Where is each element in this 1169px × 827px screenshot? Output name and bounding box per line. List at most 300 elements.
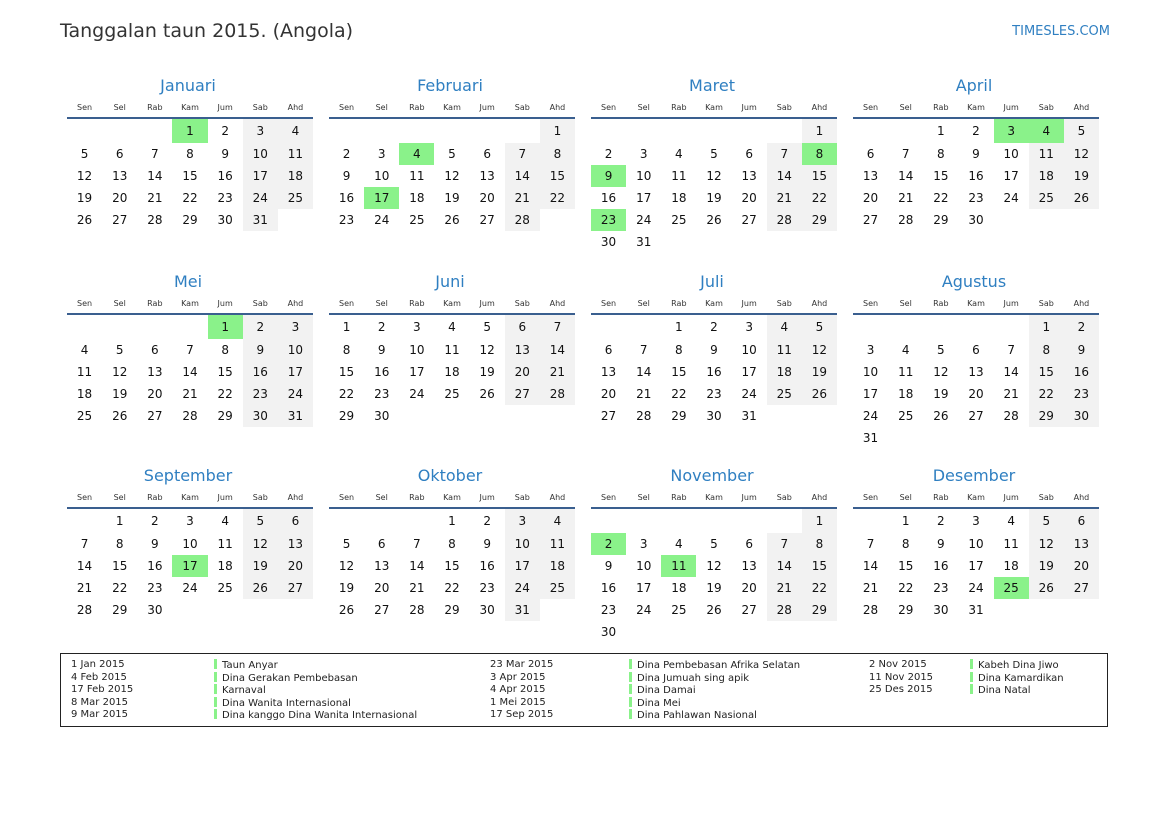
day-cell: 21 xyxy=(76,581,93,595)
day-cell: 16 xyxy=(968,169,984,183)
day-cell: 27 xyxy=(479,213,495,227)
day-cell: 21 xyxy=(147,191,163,205)
day-cell: 5 xyxy=(710,147,718,161)
day-cell: 20 xyxy=(741,191,757,205)
weekday-header: Jum xyxy=(994,487,1029,508)
day-cell: 13 xyxy=(600,365,617,379)
legend-holiday xyxy=(970,659,1064,672)
month-table xyxy=(67,487,313,621)
month-name: Februari xyxy=(417,76,483,95)
day-cell: 27 xyxy=(374,603,390,617)
legend-date: 17 Sep 2015 xyxy=(490,709,554,721)
weekday-header: Sen xyxy=(67,293,102,314)
day-cell: 17 xyxy=(636,581,652,595)
day-cell: 12 xyxy=(76,169,93,183)
weekday-header: Sel xyxy=(888,97,923,118)
day-cell: 24 xyxy=(505,577,540,599)
weekday-header: Sab xyxy=(505,97,540,118)
empty-cell xyxy=(329,508,364,533)
day-cell: 6 xyxy=(1064,508,1099,533)
weekday-header: Ahd xyxy=(1064,97,1099,118)
day-cell: 30 xyxy=(933,603,949,617)
day-cell: 10 xyxy=(636,559,652,573)
legend-holiday xyxy=(629,672,800,685)
empty-cell xyxy=(802,621,837,643)
day-cell: 9 xyxy=(377,343,386,357)
legend-holiday-name: Dina Natal xyxy=(978,685,1031,697)
empty-cell xyxy=(540,405,575,427)
weekday-header: Jum xyxy=(208,293,243,314)
empty-cell xyxy=(540,209,575,231)
weekday-header: Sel xyxy=(364,293,399,314)
day-cell: 4 xyxy=(1007,514,1015,528)
legend-names-col xyxy=(214,659,417,722)
legend-holiday xyxy=(629,709,800,722)
empty-cell xyxy=(399,118,434,143)
empty-cell xyxy=(994,599,1029,621)
day-cell: 19 xyxy=(112,387,128,401)
day-cell: 26 xyxy=(933,409,949,423)
day-cell: 8 xyxy=(342,343,351,357)
day-cell: 16 xyxy=(479,559,495,573)
day-cell: 31 xyxy=(505,599,540,621)
day-cell: 25 xyxy=(767,383,802,405)
day-cell: 19 xyxy=(802,361,837,383)
day-cell: 19 xyxy=(338,581,355,595)
day-cell: 1 xyxy=(208,314,243,339)
day-cell: 25 xyxy=(671,603,687,617)
empty-cell xyxy=(399,508,434,533)
legend-holiday-name: Kabeh Dina Jiwo xyxy=(978,660,1059,671)
day-cell: 18 xyxy=(278,165,313,187)
site-link[interactable]: TIMESLES.COM xyxy=(1012,24,1110,39)
weekday-header: Sel xyxy=(102,487,137,508)
weekday-header: Rab xyxy=(923,97,958,118)
holiday-marker-icon xyxy=(629,709,632,719)
weekday-header: Ahd xyxy=(540,487,575,508)
weekday-header: Rab xyxy=(661,97,696,118)
day-cell: 21 xyxy=(862,581,879,595)
day-cell: 14 xyxy=(898,169,914,183)
empty-cell xyxy=(994,427,1029,449)
empty-cell xyxy=(923,314,958,339)
day-cell: 2 xyxy=(377,320,386,334)
day-cell: 7 xyxy=(540,314,575,339)
day-cell: 22 xyxy=(540,187,575,209)
day-cell: 2 xyxy=(1064,314,1099,339)
weekday-header: Kam xyxy=(172,293,207,314)
holiday-marker-icon xyxy=(214,672,217,682)
day-cell: 14 xyxy=(540,339,575,361)
day-cell: 28 xyxy=(409,603,425,617)
day-cell: 23 xyxy=(479,581,495,595)
day-cell: 20 xyxy=(505,361,540,383)
day-cell: 16 xyxy=(600,581,617,595)
day-cell: 2 xyxy=(591,533,626,555)
empty-cell xyxy=(243,599,278,621)
day-cell: 3 xyxy=(745,320,753,334)
day-cell: 19 xyxy=(479,365,495,379)
day-cell: 12 xyxy=(444,169,460,183)
day-cell: 24 xyxy=(741,387,757,401)
legend-holiday xyxy=(214,697,417,710)
weekday-header: Kam xyxy=(172,97,207,118)
weekday-header: Jum xyxy=(732,293,767,314)
day-cell: 16 xyxy=(933,559,949,573)
day-cell: 4 xyxy=(221,514,229,528)
empty-cell xyxy=(802,231,837,253)
day-cell: 6 xyxy=(377,537,386,551)
day-cell: 11 xyxy=(1003,537,1019,551)
day-cell: 25 xyxy=(540,577,575,599)
day-cell: 7 xyxy=(866,537,875,551)
legend-holiday-name: Dina Mei xyxy=(637,697,681,709)
day-cell: 11 xyxy=(278,143,313,165)
day-cell: 30 xyxy=(479,603,495,617)
day-cell: 2 xyxy=(221,124,229,138)
month-name: Juli xyxy=(700,272,724,291)
day-cell: 17 xyxy=(364,187,399,209)
day-cell: 15 xyxy=(112,559,128,573)
weekday-header: Jum xyxy=(470,97,505,118)
month-table xyxy=(591,487,837,643)
day-cell: 7 xyxy=(1007,343,1015,357)
day-cell: 1 xyxy=(802,118,837,143)
legend-date: 4 Apr 2015 xyxy=(490,684,546,696)
day-cell: 13 xyxy=(374,559,390,573)
day-cell: 14 xyxy=(636,365,652,379)
weekday-header: Kam xyxy=(958,487,993,508)
day-cell: 9 xyxy=(151,537,159,551)
empty-cell xyxy=(767,118,802,143)
weekday-header: Kam xyxy=(958,293,993,314)
day-cell: 4 xyxy=(675,147,683,161)
day-cell: 7 xyxy=(151,147,159,161)
month-12 xyxy=(853,465,1099,657)
day-cell: 7 xyxy=(639,343,648,357)
empty-cell xyxy=(591,508,626,533)
day-cell: 20 xyxy=(374,581,390,595)
day-cell: 10 xyxy=(182,537,198,551)
day-cell: 26 xyxy=(706,603,722,617)
legend-date: 23 Mar 2015 xyxy=(490,659,554,670)
empty-cell xyxy=(470,118,505,143)
day-cell: 28 xyxy=(767,209,802,231)
day-cell: 11 xyxy=(76,365,93,379)
day-cell: 21 xyxy=(409,581,425,595)
day-cell: 4 xyxy=(901,343,910,357)
day-cell: 28 xyxy=(147,213,163,227)
legend-date: 8 Mar 2015 xyxy=(71,696,129,708)
day-cell: 24 xyxy=(374,213,390,227)
empty-cell xyxy=(696,231,731,253)
day-cell: 29 xyxy=(671,409,687,423)
day-cell: 12 xyxy=(338,559,355,573)
empty-cell xyxy=(505,118,540,143)
empty-cell xyxy=(172,314,207,339)
day-cell: 15 xyxy=(338,365,355,379)
legend-holiday xyxy=(629,659,800,672)
weekday-header: Sen xyxy=(67,487,102,508)
day-cell: 5 xyxy=(483,320,491,334)
day-cell: 9 xyxy=(221,147,229,161)
legend-holiday-name: Dina kanggo Dina Wanita Internasional xyxy=(222,710,418,722)
day-cell: 28 xyxy=(862,603,879,617)
day-cell: 14 xyxy=(767,555,802,577)
month-name: Oktober xyxy=(417,466,483,485)
empty-cell xyxy=(591,118,626,143)
month-table xyxy=(853,293,1099,449)
day-cell: 3 xyxy=(186,514,194,528)
day-cell: 6 xyxy=(972,343,980,357)
weekday-header: Jum xyxy=(470,293,505,314)
day-cell: 19 xyxy=(706,191,722,205)
day-cell: 3 xyxy=(377,147,386,161)
day-cell: 17 xyxy=(243,165,278,187)
day-cell: 10 xyxy=(968,537,984,551)
day-cell: 4 xyxy=(399,143,434,165)
legend-holiday xyxy=(629,697,800,710)
day-cell: 26 xyxy=(76,213,93,227)
legend-holiday xyxy=(629,684,800,697)
day-cell: 9 xyxy=(937,537,945,551)
day-cell: 28 xyxy=(767,599,802,621)
day-cell: 13 xyxy=(278,533,313,555)
day-cell: 9 xyxy=(342,169,351,183)
day-cell: 10 xyxy=(862,365,879,379)
day-cell: 6 xyxy=(115,147,124,161)
day-cell: 6 xyxy=(745,147,753,161)
holiday-marker-icon xyxy=(629,672,632,682)
day-cell: 29 xyxy=(444,603,460,617)
day-cell: 26 xyxy=(706,213,722,227)
empty-cell xyxy=(1029,599,1064,621)
empty-cell xyxy=(434,118,469,143)
day-cell: 4 xyxy=(278,118,313,143)
day-cell: 7 xyxy=(80,537,89,551)
day-cell: 25 xyxy=(671,213,687,227)
weekday-header: Sen xyxy=(591,487,626,508)
empty-cell xyxy=(626,508,661,533)
day-cell: 12 xyxy=(933,365,949,379)
day-cell: 8 xyxy=(901,537,910,551)
day-cell: 24 xyxy=(636,603,652,617)
month-name: Agustus xyxy=(941,272,1007,291)
day-cell: 5 xyxy=(1029,508,1064,533)
day-cell: 4 xyxy=(675,537,683,551)
day-cell: 18 xyxy=(671,191,687,205)
empty-cell xyxy=(399,405,434,427)
weekday-header: Ahd xyxy=(278,487,313,508)
empty-cell xyxy=(696,118,731,143)
day-cell: 23 xyxy=(1064,383,1099,405)
day-cell: 18 xyxy=(540,555,575,577)
day-cell: 22 xyxy=(444,581,460,595)
month-name: September xyxy=(143,466,233,485)
day-cell: 17 xyxy=(741,365,757,379)
day-cell: 2 xyxy=(972,124,980,138)
day-cell: 19 xyxy=(1029,555,1064,577)
day-cell: 13 xyxy=(112,169,128,183)
day-cell: 29 xyxy=(802,599,837,621)
empty-cell xyxy=(626,621,661,643)
weekday-header: Rab xyxy=(923,293,958,314)
day-cell: 20 xyxy=(278,555,313,577)
day-cell: 3 xyxy=(243,118,278,143)
weekday-header: Sel xyxy=(364,487,399,508)
day-cell: 2 xyxy=(937,514,945,528)
day-cell: 28 xyxy=(540,383,575,405)
weekday-header: Ahd xyxy=(1064,293,1099,314)
day-cell: 21 xyxy=(505,187,540,209)
day-cell: 29 xyxy=(338,409,355,423)
month-11 xyxy=(591,465,837,657)
day-cell: 18 xyxy=(671,581,687,595)
day-cell: 29 xyxy=(933,213,949,227)
day-cell: 16 xyxy=(706,365,722,379)
day-cell: 2 xyxy=(483,514,491,528)
day-cell: 13 xyxy=(862,169,879,183)
day-cell: 10 xyxy=(243,143,278,165)
day-cell: 22 xyxy=(933,191,949,205)
month-8 xyxy=(853,271,1099,465)
day-cell: 8 xyxy=(540,143,575,165)
day-cell: 5 xyxy=(710,537,718,551)
day-cell: 21 xyxy=(540,361,575,383)
day-cell: 12 xyxy=(802,339,837,361)
legend-names-col xyxy=(970,659,1064,697)
day-cell: 16 xyxy=(1064,361,1099,383)
weekday-header: Sen xyxy=(67,97,102,118)
day-cell: 28 xyxy=(898,213,914,227)
day-cell: 10 xyxy=(636,169,652,183)
weekday-header: Ahd xyxy=(802,293,837,314)
day-cell: 7 xyxy=(901,147,910,161)
legend-dates-col xyxy=(869,659,933,697)
empty-cell xyxy=(470,405,505,427)
month-7 xyxy=(591,271,837,465)
weekday-header: Sab xyxy=(505,487,540,508)
page-title: Tanggalan taun 2015. (Angola) xyxy=(60,20,354,42)
month-10 xyxy=(329,465,575,657)
day-cell: 8 xyxy=(448,537,456,551)
month-table xyxy=(329,97,575,231)
day-cell: 24 xyxy=(243,187,278,209)
holiday-marker-icon xyxy=(970,659,973,669)
legend-holiday-name: Taun Anyar xyxy=(222,660,278,671)
day-cell: 11 xyxy=(444,343,460,357)
empty-cell xyxy=(505,405,540,427)
day-cell: 6 xyxy=(278,508,313,533)
day-cell: 21 xyxy=(767,577,802,599)
day-cell: 9 xyxy=(972,147,980,161)
weekday-header: Sen xyxy=(853,487,888,508)
day-cell: 22 xyxy=(112,581,128,595)
weekday-header: Sab xyxy=(767,293,802,314)
day-cell: 7 xyxy=(767,533,802,555)
weekday-header: Sab xyxy=(1029,293,1064,314)
day-cell: 11 xyxy=(661,555,696,577)
day-cell: 7 xyxy=(767,143,802,165)
day-cell: 3 xyxy=(639,147,648,161)
day-cell: 18 xyxy=(76,387,93,401)
day-cell: 7 xyxy=(505,143,540,165)
day-cell: 22 xyxy=(802,577,837,599)
weekday-header: Sen xyxy=(591,293,626,314)
day-cell: 24 xyxy=(278,383,313,405)
day-cell: 15 xyxy=(933,169,949,183)
day-cell: 13 xyxy=(1064,533,1099,555)
day-cell: 14 xyxy=(767,165,802,187)
day-cell: 24 xyxy=(968,581,984,595)
empty-cell xyxy=(278,599,313,621)
empty-cell xyxy=(661,231,696,253)
day-cell: 30 xyxy=(600,235,617,249)
day-cell: 22 xyxy=(802,187,837,209)
day-cell: 18 xyxy=(444,365,460,379)
weekday-header: Sel xyxy=(364,97,399,118)
month-name: April xyxy=(955,76,993,95)
day-cell: 27 xyxy=(1064,577,1099,599)
day-cell: 23 xyxy=(243,383,278,405)
day-cell: 15 xyxy=(540,165,575,187)
day-cell: 23 xyxy=(600,603,617,617)
legend-holiday xyxy=(970,684,1064,697)
day-cell: 7 xyxy=(413,537,421,551)
day-cell: 27 xyxy=(147,409,163,423)
day-cell: 22 xyxy=(1029,383,1064,405)
month-2 xyxy=(329,75,575,271)
weekday-header: Jum xyxy=(732,487,767,508)
month-table xyxy=(329,487,575,621)
day-cell: 28 xyxy=(505,209,540,231)
day-cell: 18 xyxy=(409,191,425,205)
weekday-header: Rab xyxy=(661,293,696,314)
weekday-header: Kam xyxy=(434,487,469,508)
empty-cell xyxy=(591,314,626,339)
day-cell: 4 xyxy=(1029,118,1064,143)
legend-holiday xyxy=(970,672,1064,685)
day-cell: 24 xyxy=(1003,191,1019,205)
day-cell: 25 xyxy=(1029,187,1064,209)
empty-cell xyxy=(278,209,313,231)
calendar-grid xyxy=(67,75,1103,657)
weekday-header: Kam xyxy=(696,293,731,314)
weekday-header: Sen xyxy=(853,293,888,314)
legend-date: 1 Jan 2015 xyxy=(71,659,125,670)
day-cell: 23 xyxy=(147,581,163,595)
empty-cell xyxy=(994,314,1029,339)
weekday-header: Jum xyxy=(732,97,767,118)
day-cell: 22 xyxy=(898,581,914,595)
day-cell: 17 xyxy=(505,555,540,577)
day-cell: 31 xyxy=(968,603,984,617)
day-cell: 4 xyxy=(448,320,456,334)
weekday-header: Sen xyxy=(329,97,364,118)
day-cell: 5 xyxy=(1064,118,1099,143)
day-cell: 16 xyxy=(600,191,617,205)
empty-cell xyxy=(67,314,102,339)
day-cell: 23 xyxy=(591,209,626,231)
day-cell: 12 xyxy=(706,169,722,183)
day-cell: 31 xyxy=(862,431,879,445)
weekday-header: Ahd xyxy=(278,293,313,314)
day-cell: 5 xyxy=(243,508,278,533)
empty-cell xyxy=(994,209,1029,231)
day-cell: 2 xyxy=(243,314,278,339)
weekday-header: Sab xyxy=(767,487,802,508)
day-cell: 6 xyxy=(151,343,159,357)
